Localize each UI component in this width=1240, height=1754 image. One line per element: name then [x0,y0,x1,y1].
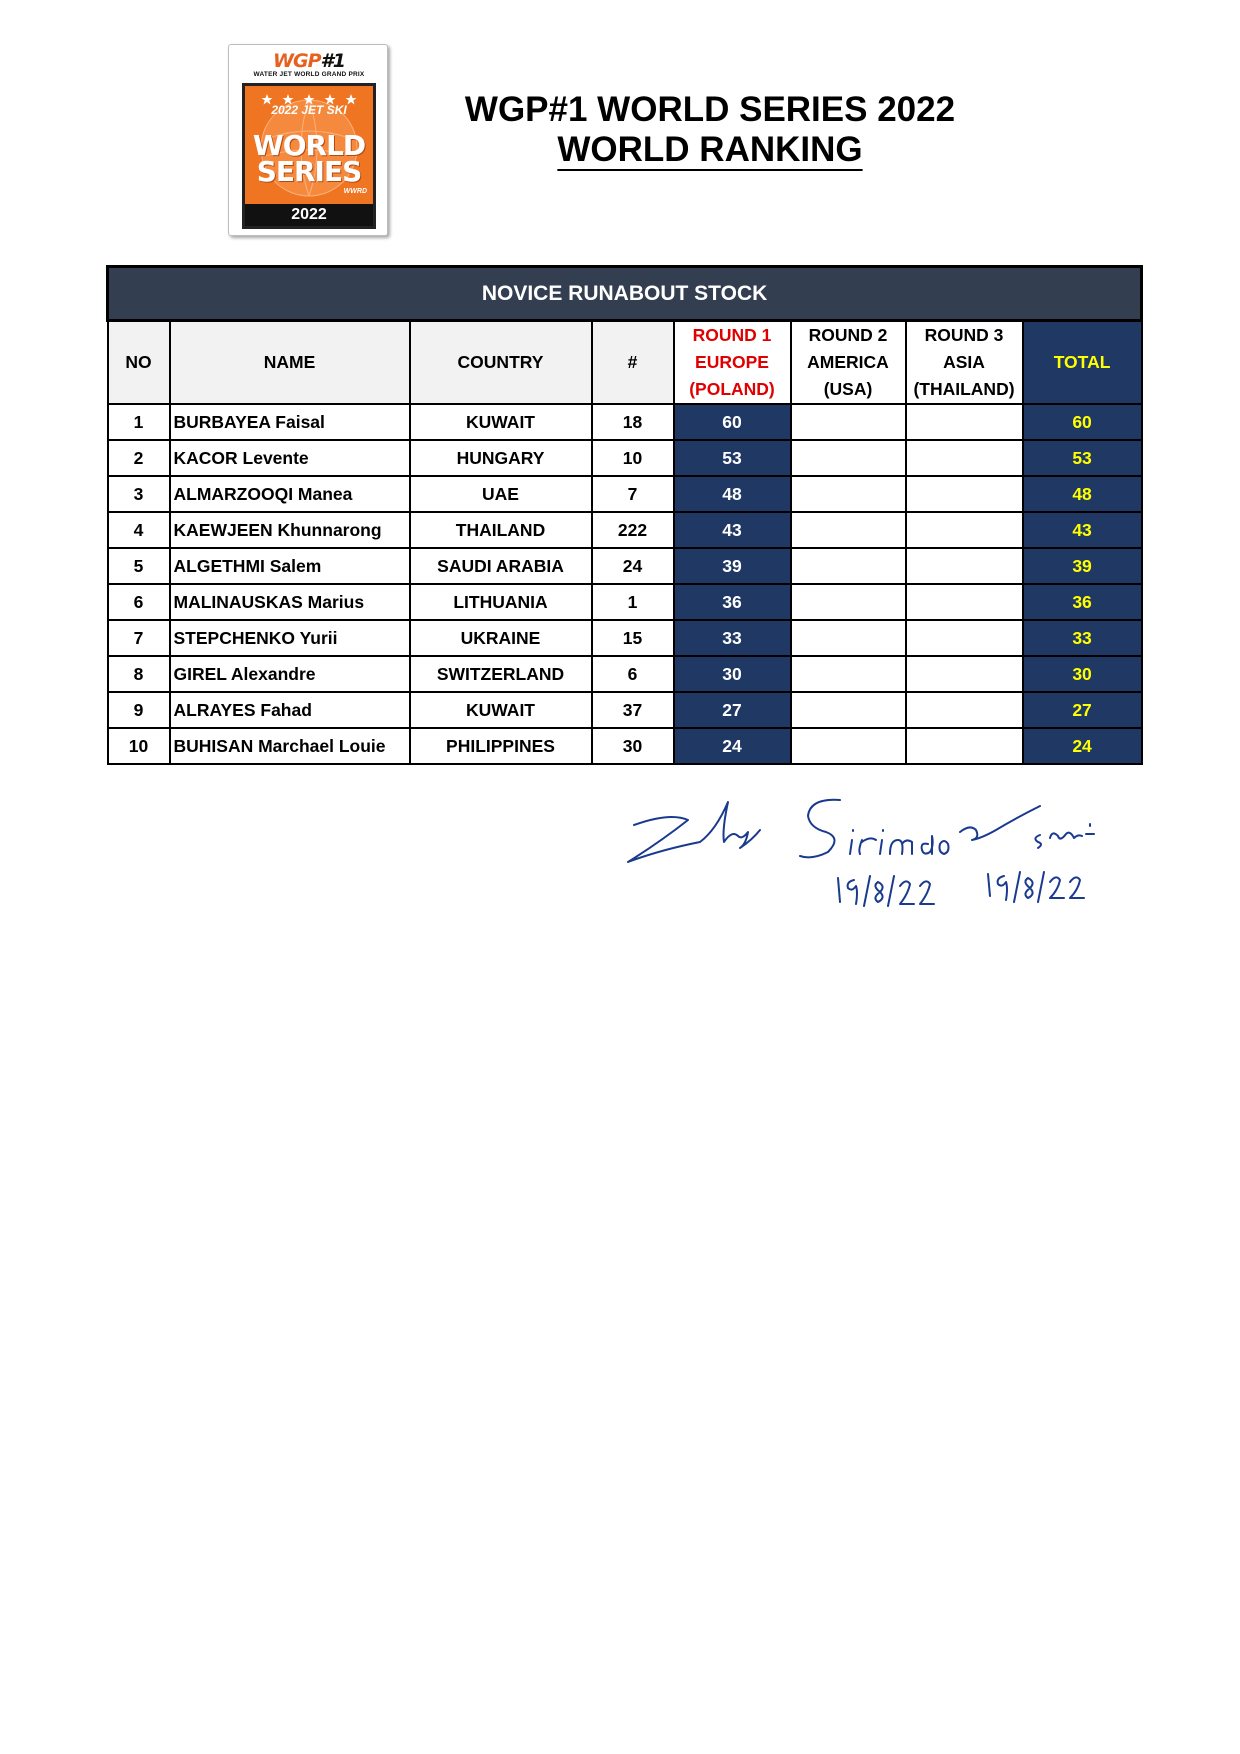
cell-round2 [791,440,906,476]
cell-round3 [906,656,1023,692]
cell-number: 7 [592,476,674,512]
cell-round3 [906,728,1023,764]
cell-name: MALINAUSKAS Marius [170,584,410,620]
cell-country: LITHUANIA [410,584,592,620]
cell-country: HUNGARY [410,440,592,476]
cell-round1: 24 [674,728,791,764]
cell-round1: 36 [674,584,791,620]
header-round2-line2: AMERICA [807,352,889,372]
cell-name: ALGETHMI Salem [170,548,410,584]
header-round1-line1: ROUND 1 [692,325,772,345]
table-row [108,476,1142,512]
cell-round3 [906,584,1023,620]
cell-no: 5 [108,548,170,584]
cell-round1: 27 [674,692,791,728]
cell-number: 6 [592,656,674,692]
header-row [108,321,1142,405]
signatures [620,780,1140,920]
cell-no: 8 [108,656,170,692]
cell-round2 [791,620,906,656]
cell-name: STEPCHENKO Yurii [170,620,410,656]
header-round3 [906,321,1023,405]
table-row [108,728,1142,764]
cell-round2 [791,404,906,440]
cell-round1: 53 [674,440,791,476]
cell-name: ALMARZOOQI Manea [170,476,410,512]
cell-no: 10 [108,728,170,764]
cell-country: UAE [410,476,592,512]
header-round3-line1: ROUND 3 [924,325,1004,345]
header-name: NAME [170,321,410,405]
category-title: NOVICE RUNABOUT STOCK [108,267,1142,321]
cell-no: 3 [108,476,170,512]
header-total: TOTAL [1023,321,1142,405]
title-line2: WORLD RANKING [557,130,863,169]
table-row [108,512,1142,548]
cell-round1: 30 [674,656,791,692]
cell-round2 [791,476,906,512]
cell-total: 39 [1023,548,1142,584]
cell-round3 [906,440,1023,476]
ranking-body [108,404,1142,764]
cell-country: PHILIPPINES [410,728,592,764]
cell-round3 [906,548,1023,584]
cell-total: 48 [1023,476,1142,512]
cell-round2 [791,656,906,692]
table-row [108,692,1142,728]
header-round2 [791,321,906,405]
cell-number: 222 [592,512,674,548]
cell-no: 2 [108,440,170,476]
table-row [108,404,1142,440]
logo-brand-number: #1 [320,50,345,72]
logo-badge [242,83,376,229]
cell-number: 18 [592,404,674,440]
cell-total: 36 [1023,584,1142,620]
logo-badge-small: 2022 JET SKI [271,103,347,117]
cell-number: 15 [592,620,674,656]
cell-round3 [906,404,1023,440]
signature-3 [960,806,1094,848]
header-round1-line2: EUROPE [695,352,769,372]
category-row [108,267,1142,321]
title-line1: WGP#1 WORLD SERIES 2022 [464,90,956,129]
cell-round2 [791,584,906,620]
header-country: COUNTRY [410,321,592,405]
cell-no: 4 [108,512,170,548]
cell-round1: 43 [674,512,791,548]
signature-1 [628,802,760,862]
cell-country: SAUDI ARABIA [410,548,592,584]
cell-name: BURBAYEA Faisal [170,404,410,440]
header-round3-line2: ASIA [943,352,985,372]
cell-country: KUWAIT [410,404,592,440]
cell-round1: 60 [674,404,791,440]
cell-total: 30 [1023,656,1142,692]
logo-badge-series: SERIES [256,155,362,188]
cell-no: 9 [108,692,170,728]
cell-number: 37 [592,692,674,728]
cell-country: SWITZERLAND [410,656,592,692]
cell-name: KAEWJEEN Khunnarong [170,512,410,548]
cell-round2 [791,728,906,764]
wgp-logo [228,44,388,236]
logo-brand-text: WGP [273,50,321,72]
logo-badge-world: WORLD [252,129,366,162]
cell-round3 [906,512,1023,548]
cell-country: KUWAIT [410,692,592,728]
signature-2 [800,800,949,858]
cell-round2 [791,512,906,548]
cell-no: 7 [108,620,170,656]
header-number: # [592,321,674,405]
logo-header [239,51,379,79]
header-round2-line1: ROUND 2 [808,325,888,345]
header-round3-line3: (THAILAND) [913,379,1015,399]
logo-badge-year: 2022 [245,204,373,226]
cell-round3 [906,476,1023,512]
page-title [400,90,1020,170]
cell-name: BUHISAN Marchael Louie [170,728,410,764]
cell-number: 30 [592,728,674,764]
header-round1-line3: (POLAND) [689,379,775,399]
logo-subtitle: WATER JET WORLD GRAND PRIX [253,71,365,78]
cell-total: 43 [1023,512,1142,548]
cell-round3 [906,620,1023,656]
logo-brand [239,51,379,71]
header-no: NO [108,321,170,405]
date-1 [838,876,934,906]
cell-round1: 33 [674,620,791,656]
cell-round2 [791,548,906,584]
cell-number: 1 [592,584,674,620]
cell-total: 60 [1023,404,1142,440]
ranking-table [106,265,1143,765]
cell-total: 53 [1023,440,1142,476]
cell-round1: 39 [674,548,791,584]
cell-total: 24 [1023,728,1142,764]
cell-round3 [906,692,1023,728]
cell-number: 24 [592,548,674,584]
cell-round2 [791,692,906,728]
cell-round1: 48 [674,476,791,512]
cell-no: 6 [108,584,170,620]
table-row [108,620,1142,656]
cell-no: 1 [108,404,170,440]
cell-name: GIREL Alexandre [170,656,410,692]
header-round2-line3: (USA) [823,379,873,399]
table-row [108,440,1142,476]
table-row [108,656,1142,692]
date-2 [988,872,1084,902]
header-round1 [674,321,791,405]
cell-total: 27 [1023,692,1142,728]
table-row [108,548,1142,584]
cell-country: THAILAND [410,512,592,548]
cell-number: 10 [592,440,674,476]
cell-name: KACOR Levente [170,440,410,476]
table-row [108,584,1142,620]
logo-badge-wwrd: WWRD [343,188,367,195]
cell-total: 33 [1023,620,1142,656]
cell-name: ALRAYES Fahad [170,692,410,728]
cell-country: UKRAINE [410,620,592,656]
